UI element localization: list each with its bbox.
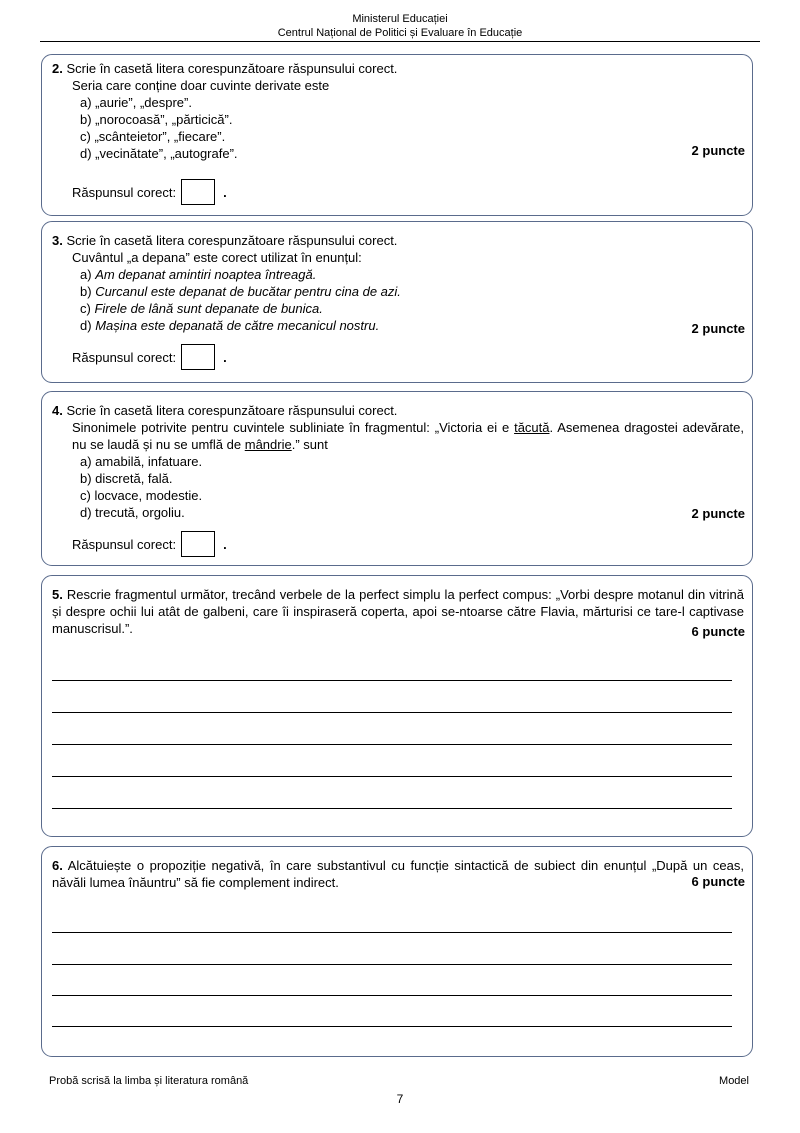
answer-row: Răspunsul corect: .	[72, 344, 227, 370]
page-number: 7	[396, 1092, 404, 1106]
option-a: a) amabilă, infatuare.	[80, 454, 203, 469]
answer-line[interactable]	[52, 808, 732, 809]
question-number: 2.	[52, 61, 63, 76]
answer-box[interactable]	[181, 344, 215, 370]
question-3-box	[41, 221, 753, 383]
question-prompt: Cuvântul „a depana” este corect utilizat în enunțul:	[72, 250, 362, 265]
header-center: Centrul Național de Politici și Evaluare în Educație	[277, 27, 523, 39]
underlined-word-1: tăcută	[514, 420, 550, 435]
points-label: 6 puncte	[691, 624, 745, 639]
footer-exam-title: Probă scrisă la limba și literatura română	[49, 1075, 249, 1087]
option-d: d) Mașina este depanată de către mecanicul nostru.	[80, 318, 380, 333]
header-rule	[40, 41, 760, 42]
answer-line[interactable]	[52, 744, 732, 745]
option-d: d) trecută, orgoliu.	[80, 505, 185, 520]
option-d: d) „vecinătate”, „autografe”.	[80, 146, 238, 161]
question-instruction: Scrie în casetă litera corespunzătoare răspunsului corect.	[66, 403, 398, 418]
answer-line[interactable]	[52, 964, 732, 965]
underlined-word-2: mândrie	[244, 437, 292, 452]
question-prompt: Rescrie fragmentul următor, trecând verbele de la perfect simplu la perfect compus: „Vorbi despre motanul din vitrină și despre ochii lui atât de galbeni, care îi inspiraseră coperta, apoi se-ntoarse către Flavia, mărturisi ce tare-l captivase manuscrisul.”.	[52, 587, 744, 636]
answer-line[interactable]	[52, 995, 732, 996]
question-6-text	[52, 857, 744, 891]
option-c: c) Firele de lână sunt depanate de bunica.	[80, 301, 323, 316]
question-instruction: Scrie în casetă litera corespunzătoare răspunsului corect.	[66, 61, 398, 76]
answer-label: Răspunsul corect:	[72, 536, 177, 552]
question-5-box	[41, 575, 753, 837]
question-instruction: Scrie în casetă litera corespunzătoare răspunsului corect.	[66, 233, 398, 248]
header-ministry: Ministerul Educației	[352, 13, 448, 25]
points-label: 2 puncte	[691, 143, 745, 158]
answer-box[interactable]	[181, 179, 215, 205]
question-number: 4.	[52, 403, 63, 418]
option-b: b) „norocoasă”, „părticică”.	[80, 112, 233, 127]
question-3-text	[52, 232, 744, 334]
question-number: 5.	[52, 587, 63, 602]
footer-model-label: Model	[719, 1075, 749, 1087]
option-c: c) „scânteietor”, „fiecare”.	[80, 129, 226, 144]
question-6-box	[41, 846, 753, 1057]
option-a: a) Am depanat amintiri noaptea întreagă.	[80, 267, 317, 282]
answer-row: Răspunsul corect: .	[72, 531, 227, 557]
question-prompt: Seria care conține doar cuvinte derivate este	[72, 78, 330, 93]
option-b: b) discretă, fală.	[80, 471, 173, 486]
page-header	[40, 12, 760, 40]
answer-line[interactable]	[52, 712, 732, 713]
question-number: 3.	[52, 233, 63, 248]
question-2-box	[41, 54, 753, 216]
points-label: 6 puncte	[691, 874, 745, 889]
option-b: b) Curcanul este depanat de bucătar pentru cina de azi.	[80, 284, 401, 299]
answer-line[interactable]	[52, 932, 732, 933]
question-prompt: Sinonimele potrivite pentru cuvintele subliniate în fragmentul: „Victoria ei e tăcută. Asemenea dragostei adevărate, nu se laudă și nu se umflă de mândrie.” sunt	[72, 420, 744, 452]
question-prompt: Alcătuiește o propoziție negativă, în care substantivul cu funcție sintactică de subiect din enunțul „După un ceas, năvăli lumea înăuntru” să fie complement indirect.	[52, 858, 745, 890]
option-c: c) locvace, modestie.	[80, 488, 203, 503]
answer-line[interactable]	[52, 776, 732, 777]
question-4-box	[41, 391, 753, 566]
question-5-text	[52, 586, 744, 637]
answer-label: Răspunsul corect:	[72, 349, 177, 365]
answer-box[interactable]	[181, 531, 215, 557]
points-label: 2 puncte	[691, 321, 745, 336]
answer-line[interactable]	[52, 680, 732, 681]
answer-label: Răspunsul corect:	[72, 184, 177, 200]
option-a: a) „aurie”, „despre”.	[80, 95, 192, 110]
question-2-text	[52, 60, 744, 162]
question-4-text	[52, 402, 744, 521]
answer-line[interactable]	[52, 1026, 732, 1027]
answer-row: Răspunsul corect: .	[72, 179, 227, 205]
question-number: 6.	[52, 858, 63, 873]
points-label: 2 puncte	[691, 506, 745, 521]
